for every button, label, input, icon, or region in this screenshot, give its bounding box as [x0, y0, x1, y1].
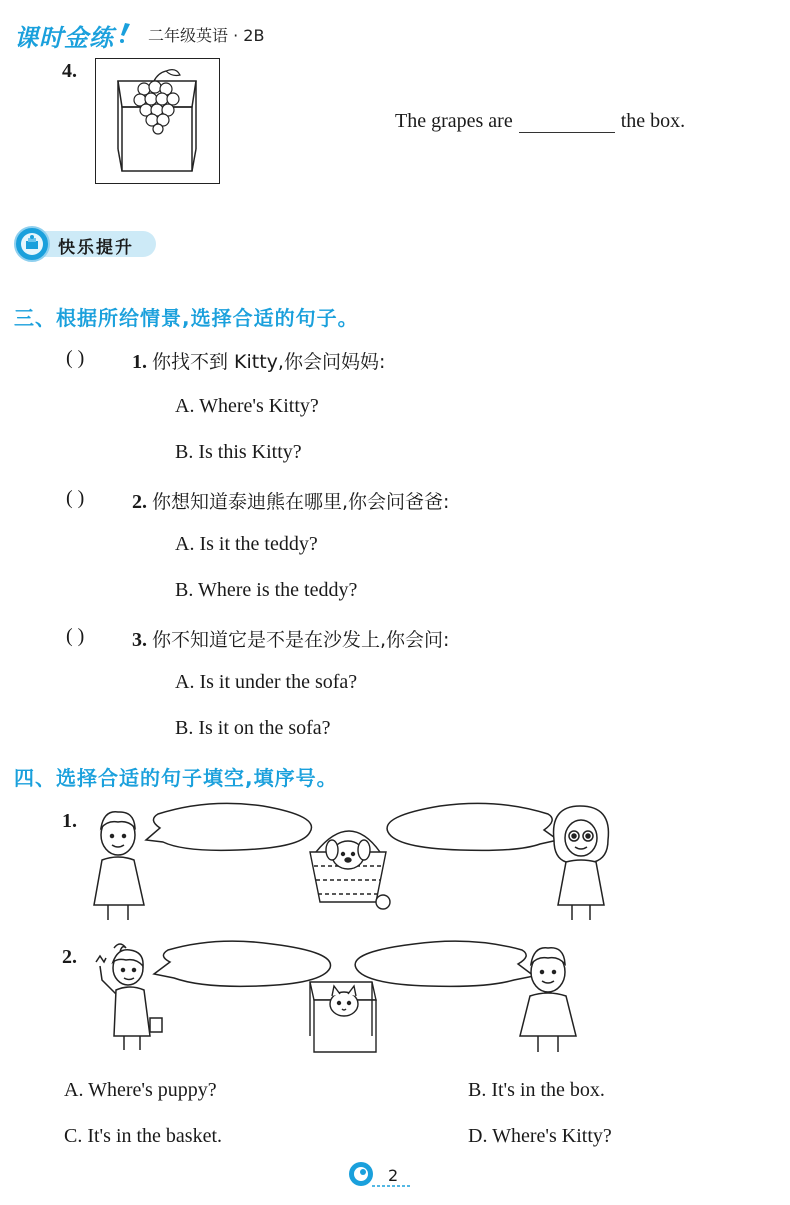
option-a: A. Where's Kitty? [175, 395, 319, 417]
choice-a: A. Where's puppy? [64, 1079, 217, 1101]
option-b: B. Where is the teddy? [175, 579, 358, 601]
question-number: 3. [132, 629, 147, 651]
page-number-mascot-icon [346, 1158, 416, 1192]
question-prompt: 你找不到 Kitty,你会问妈妈: [152, 351, 386, 373]
book-subtitle: 二年级英语 · 2B [148, 26, 265, 45]
answer-paren[interactable]: ( ) [66, 625, 85, 647]
grapes-box-picture [95, 58, 220, 184]
question-4-number: 4. [62, 60, 77, 82]
question-2 [132, 487, 449, 514]
girl-waving-icon [96, 944, 162, 1050]
speech-bubble-left[interactable] [146, 803, 311, 850]
question-number: 2. [132, 491, 147, 513]
girl-figure-icon [554, 806, 609, 920]
badge-label: 快乐提升 [58, 238, 134, 258]
section-3-heading: 三、根据所给情景,选择合适的句子。 [14, 306, 359, 330]
speech-bubble-right[interactable] [355, 941, 534, 986]
answer-blank[interactable] [519, 112, 615, 133]
box-kitten-icon [310, 982, 376, 1052]
page-number: 2 [388, 1166, 399, 1185]
option-a: A. Is it the teddy? [175, 533, 318, 555]
option-b: B. Is this Kitty? [175, 441, 302, 463]
section-badge [14, 226, 156, 262]
basket-puppy-icon [310, 831, 390, 909]
dialogue-scene-1 [88, 800, 628, 925]
answer-paren[interactable]: ( ) [66, 487, 85, 509]
question-number: 1. [132, 351, 147, 373]
option-b: B. Is it on the sofa? [175, 717, 331, 739]
section-4-heading: 四、选择合适的句子填空,填序号。 [14, 766, 338, 790]
sentence-part-after: the box. [620, 110, 686, 132]
choice-c: C. It's in the basket. [64, 1125, 223, 1147]
question-prompt: 你不知道它是不是在沙发上,你会问: [152, 629, 450, 651]
item-1-number: 1. [62, 810, 77, 832]
boy-figure-icon [94, 812, 144, 920]
badge-emblem-icon [14, 226, 50, 262]
question-1 [132, 347, 385, 374]
question-prompt: 你想知道泰迪熊在哪里,你会问爸爸: [152, 491, 450, 513]
speech-bubble-left[interactable] [154, 941, 331, 986]
sentence-part-before: The grapes are [395, 110, 513, 132]
answer-paren[interactable]: ( ) [66, 347, 85, 369]
boy-figure-icon [520, 948, 576, 1052]
speech-bubble-right[interactable] [387, 803, 558, 850]
dialogue-scene-2 [92, 940, 592, 1058]
brand-logo: 课时金练 [14, 24, 114, 52]
question-3 [132, 625, 449, 652]
choice-d: D. Where's Kitty? [468, 1125, 612, 1147]
question-4-sentence [395, 110, 685, 133]
choice-b: B. It's in the box. [468, 1079, 605, 1101]
item-2-number: 2. [62, 946, 77, 968]
exclaim-mark-icon [118, 22, 132, 44]
option-a: A. Is it under the sofa? [175, 671, 358, 693]
